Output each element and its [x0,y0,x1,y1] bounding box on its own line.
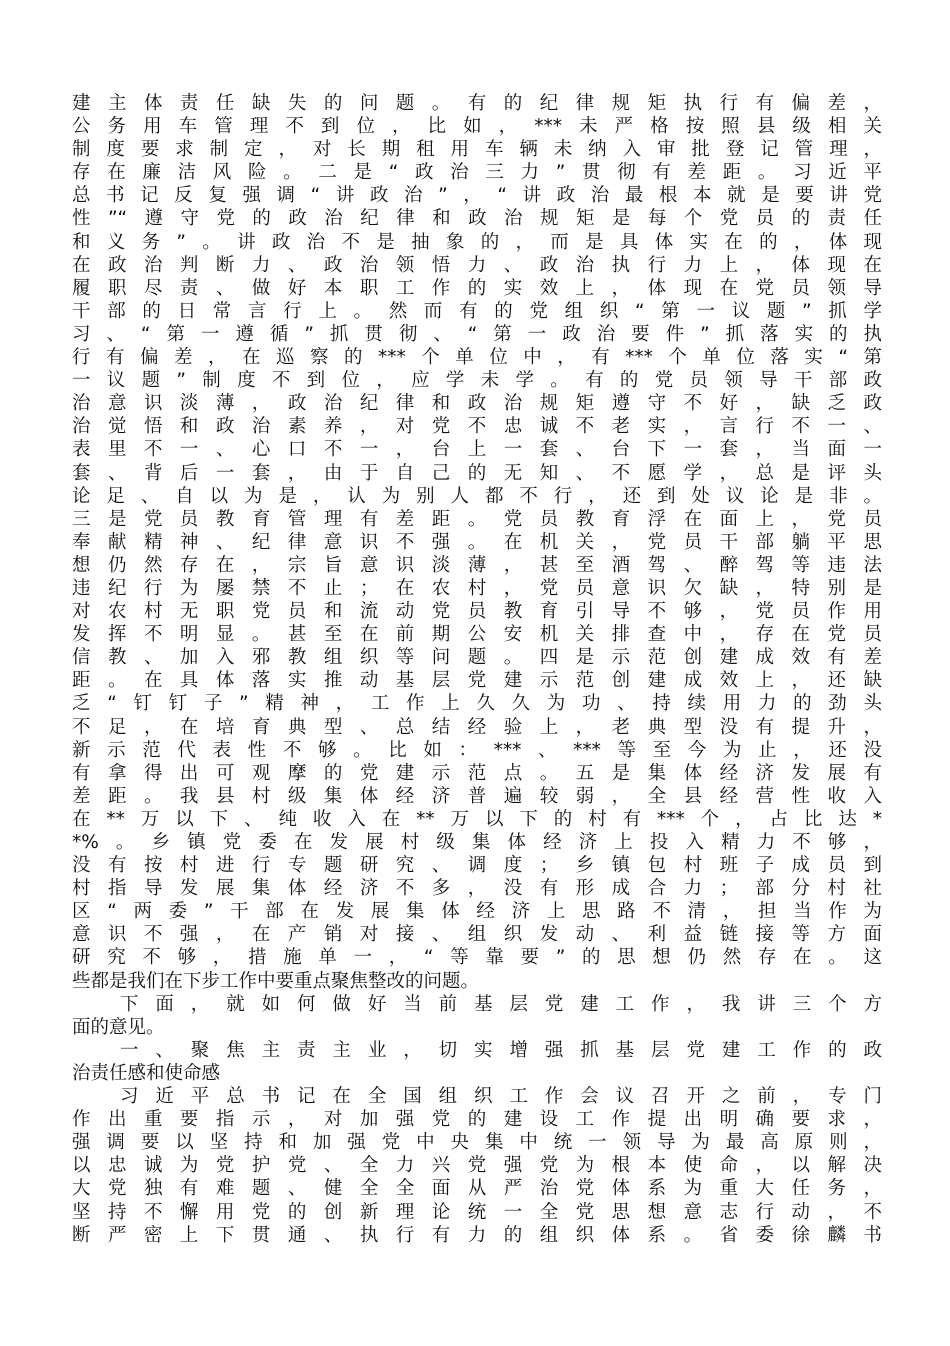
text-line: 坚持不懈用党的创新理论统一全党思想意志行动，不 [72,1201,882,1223]
text-line: 大党独有难题、健全全面从严治党体系为重大任务， [72,1178,882,1200]
text-line: 履职尽责、做好本职工作的实效上，体现在党员领导 [72,277,882,299]
text-line: 差距。我县村级集体经济普遍较弱，全县经营性收入 [72,785,882,807]
text-line: 建主体责任缺失的问题。有的纪律规矩执行有偏差， [72,93,882,114]
text-line: 表里不一、心口不一，台上一套、台下一套，当面一 [72,439,882,461]
document-body [72,92,882,1247]
text-line: 治意识淡薄，政治纪律和政治规矩遵守不好，缺乏政 [72,393,882,415]
text-line: 强调要以坚持和加强党中央集中统一领导为最高原则， [72,1132,882,1154]
text-line: *%。乡镇党委在发展村级集体经济上投入精力不够， [72,832,882,853]
text-line: 新示范代表性不够。比如：***、***等至今为止，还没 [72,739,882,761]
text-line: 一议题”制度不到位，应学未学。有的党员领导干部政 [72,370,882,392]
text-line: 意识不强，在产销对接、组织发动、利益链接等方面 [72,924,882,946]
section-heading: 一、聚焦主责主业，切实增强抓基层党建工作的政 [120,1039,882,1061]
text-line: 三是党员教育管理有差距。党员教育浮在面上，党员 [72,508,882,530]
text-line: 没有按村进行专题研究、调度；乡镇包村班子成员到 [72,855,882,877]
text-line: 违纪行为屡禁不止；在农村，党员意识欠缺，特别是 [72,577,882,599]
text-line: 信教、加入邪教组织等问题。四是示范创建成效有差 [72,647,882,669]
text-line: 治觉悟和政治素养，对党不忠诚不老实，言行不一、 [72,416,882,438]
text-line: 套、背后一套，由于自己的无知、不愿学，总是评头 [72,462,882,484]
text-line: 行有偏差，在巡察的***个单位中，有***个单位落实“第 [72,347,882,369]
text-line: 想仍然存在，宗旨意识淡薄，甚至酒驾、醉驾等违法 [72,554,882,576]
text-line: 以忠诚为党护党、全力兴党强党为根本使命，以解决 [72,1155,882,1177]
text-line: 总书记反复强调“讲政治”，“讲政治最根本就是要讲党 [72,185,882,207]
text-line: 习、“第一遵循”抓贯彻、“第一政治要件”抓落实的执 [72,323,882,345]
text-line: 对农村无职党员和流动党员教育引导不够，党员作用 [72,601,882,623]
text-line: 有拿得出可观摩的党建示范点。五是集体经济发展有 [72,762,882,784]
text-line: 不足，在培育典型、总结经验上，老典型没有提升， [72,716,882,738]
text-line: 制度要求制定，对长期租用车辆未纳入审批登记管理， [72,139,882,161]
text-line: 距。在具体落实推动基层党建示范创建成效上，还缺 [72,670,882,692]
text-line: 公务用车管理不到位，比如，***未严格按照县级相关 [72,116,882,138]
text-line: 在政治判断力、政治领悟力、政治执行力上，体现在 [72,254,882,276]
text-line: 存在廉洁风险。二是“政治三力”贯彻有差距。习近平 [72,162,882,184]
text-line: 干部的日常言行上。然而有的党组织“第一议题”抓学 [72,300,882,322]
text-line: 和义务”。讲政治不是抽象的，而是具体实在的，体现 [72,231,882,253]
text-line: 村指导发展集体经济不多，没有形成合力；部分村社 [72,878,882,900]
text-line: 在**万以下、纯收入在**万以下的村有***个，占比达* [72,808,882,830]
text-line: 区“两委”干部在发展集体经济上思路不清，担当作为 [72,901,882,923]
paragraph-first-line: 习近平总书记在全国组织工作会议召开之前，专门 [120,1086,882,1108]
text-line: 断严密上下贯通、执行有力的组织体系。省委徐麟书 [72,1224,882,1246]
text-line: 作出重要指示，对加强党的建设工作提出明确要求， [72,1109,882,1131]
text-line: 论足、自以为是，认为别人都不行，还到处议论是非。 [72,485,882,507]
text-line: 性”“遵守党的政治纪律和政治规矩是每个党员的责任 [72,208,882,230]
section-heading-continued: 治责任感和使命感 [72,1062,221,1084]
text-line: 些都是我们在下步工作中要重点聚焦整改的问题。 [72,970,480,992]
text-line: 发挥不明显。甚至在前期公安机关排查中，存在党员 [72,624,882,646]
text-line: 奉献精神、纪律意识不强。在机关，党员干部躺平思 [72,531,882,553]
text-line: 面的意见。 [72,1016,165,1038]
text-line: 乏“钉钉子”精神，工作上久久为功、持续用力的劲头 [72,693,882,715]
paragraph-first-line: 下面，就如何做好当前基层党建工作，我讲三个方 [120,993,882,1015]
text-line: 研究不够，措施单一，“等靠要”的思想仍然存在。这 [72,947,882,969]
